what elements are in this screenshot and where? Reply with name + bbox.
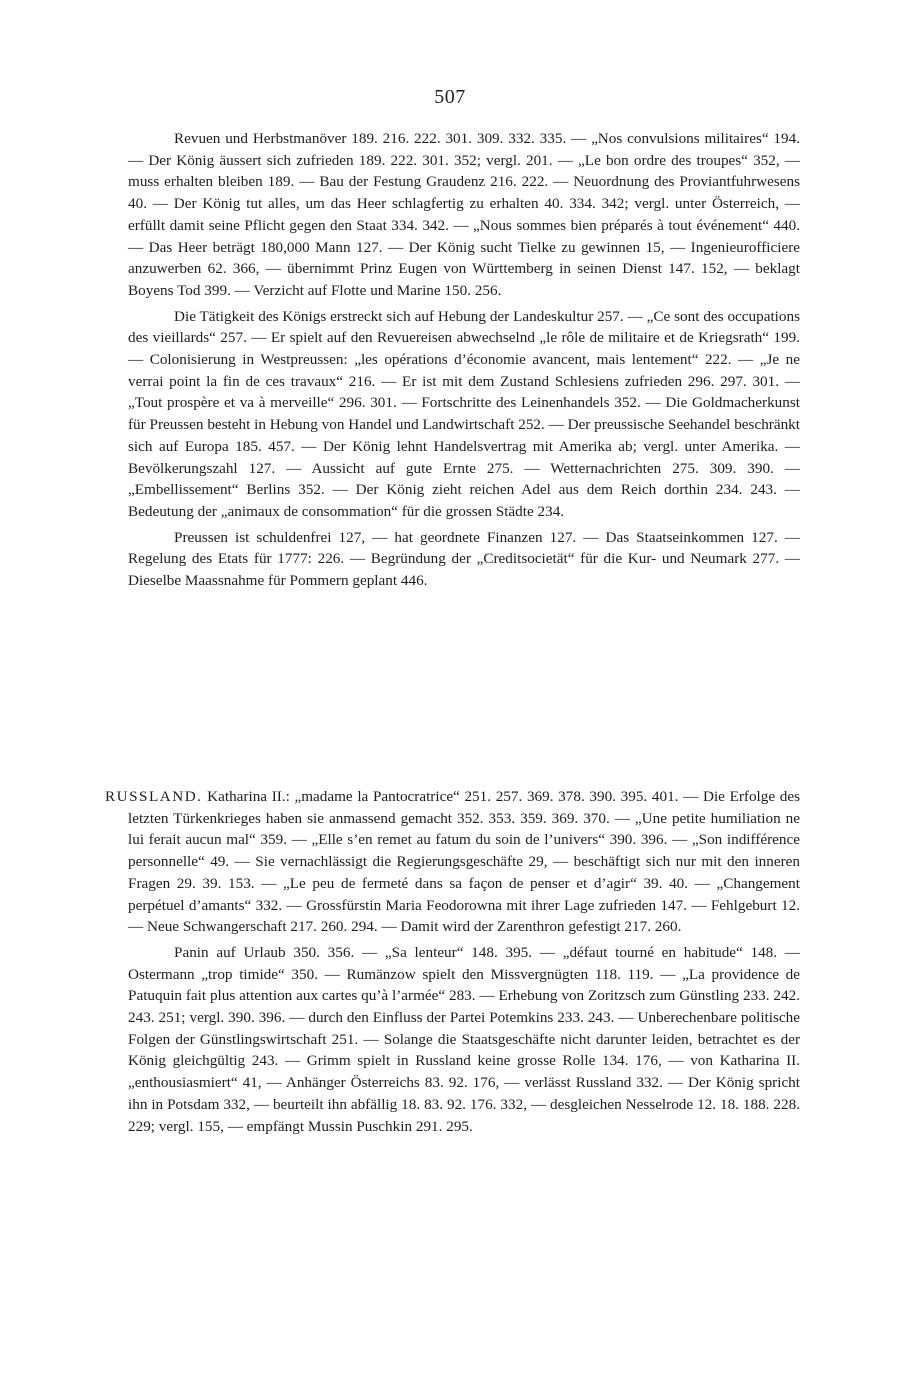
section-first-paragraph: Katharina II.: „madame la Pantocratrice“ 251. 257. 369. 378. 390. 395. 401. — Die Erfolge des letzten Türkenkrieges haben sie anmassend gemacht 352. 353. 359. 369. 370. — „Une petite humiliation ne lui ferait aucun mal“ 359. — „Elle s’en remet au fatum du soin de l’univers“ 390. 396. — „Son indifférence personnelle“ 49. — Sie vernachlässigt die Regierungsgeschäfte 29, — beschäftigt sich nur mit den inneren Fragen 29. 39. 153. — „Le peu de fermeté dans sa façon de penser et d’agir“ 39. 40. — „Changement perpétuel d’amants“ 332. — Grossfürstin Maria Feodorowna mit ihrer Lage zufrieden 147. — Fehlgeburt 12. — Neue Schwangerschaft 217. 260. 294. — Damit wird der Zarenthron gefestigt 217. 260. bbox=[128, 788, 801, 936]
index-paragraph bbox=[105, 786, 801, 938]
page-number: 507 bbox=[434, 86, 466, 108]
index-paragraph: Panin auf Urlaub 350. 356. — „Sa lenteur“ 148. 395. — „défaut tourné en habitude“ 148. — Ostermann „trop timide“ 350. — Rumänzow spielt den Missvergnügten 118. 119. — „La providence de Patuquin fait plus attention aux cartes qu’à l’armée“ 283. — Erhebung von Zoritzsch zum Günstling 233. 242. 243. 251; vergl. 390. 396. — durch den Einfluss der Partei Potemkins 233. 243. — Unberechenbare politische Folgen der Günstlingswirtschaft 251. — Solange die Staatsgeschäfte nicht darunter leiden, betrachtet es der König gleichgültig 243. — Grimm spielt in Russland keine grosse Rolle 134. 176, — von Katharina II. „enthousiasmiert“ 41, — Anhänger Österreichs 83. 92. 176, — verlässt Russland 332. — Der König spricht ihn in Potsdam 332, — beurteilt ihn abfällig 18. 83. 92. 176. 332, — desgleichen Nesselrode 12. 18. 188. 228. 229; vergl. 155, — empfängt Mussin Puschkin 291. 295. bbox=[128, 943, 800, 1135]
index-block-prussia bbox=[128, 128, 800, 592]
index-paragraph: Revuen und Herbstmanöver 189. 216. 222. 301. 309. 332. 335. — „Nos convulsions militaires“ 194. — Der König äussert sich zufrieden 189. 222. 301. 352; vergl. 201. — „Le bon ordre des troupes“ 352, — muss erhalten bleiben 189. — Bau der Festung Graudenz 216. 222. — Neuordnung des Proviantfuhrwesens 40. — Der König tut alles, um das Heer schlagfertig zu erhalten 40. 334. 342; vergl. unter Österreich, — erfüllt damit seine Pflicht gegen den Staat 334. 342. — „Nous sommes bien préparés à tout événement“ 440. — Das Heer beträgt 180,000 Mann 127. — Der König sucht Tielke zu gewinnen 15, — Ingenieurofficiere anzuwerben 62. 366, — übernimmt Prinz Eugen von Württemberg in seinen Dienst 147. 152, — beklagt Boyens Tod 399. — Verzicht auf Flotte und Marine 150. 256. bbox=[128, 130, 800, 299]
section-heading: RUSSLAND. bbox=[105, 788, 203, 805]
index-paragraph: Preussen ist schuldenfrei 127, — hat geordnete Finanzen 127. — Das Staatseinkommen 127. — Regelung des Etats für 1777: 226. — Begründung der „Creditsocietät“ für die Kur- und Neumark 277. — Dieselbe Maassnahme für Pommern geplant 446. bbox=[128, 528, 800, 590]
index-paragraph: Die Tätigkeit des Königs erstreckt sich auf Hebung der Landeskultur 257. — „Ce sont des occupations des vieillards“ 257. — Er spielt auf den Revuereisen abwechselnd „le rôle de militaire et de Kriegsrath“ 199. — Colonisierung in Westpreussen: „les opérations d’économie avancent, mais lentement“ 222. — „Je ne verrai point la fin de ces travaux“ 216. — Er ist mit dem Zustand Schlesiens zufrieden 296. 297. 301. — „Tout prospère et va à merveille“ 296. 301. — Fortschritte des Leinenhandels 352. — Die Goldmacherkunst für Preussen besteht in Hebung von Handel und Landwirtschaft 252. — Der preussische Seehandel beschränkt sich auf Europa 185. 457. — Der König lehnt Handelsvertrag mit Amerika ab; vergl. unter Amerika. — Bevölkerungszahl 127. — Aussicht auf gute Ernte 275. — Wetternachrichten 275. 309. 390. — „Embellissement“ Berlins 352. — Der König zieht reichen Adel aus dem Reich dorthin 234. 243. — Bedeutung der „animaux de consommation“ für die grossen Städte 234. bbox=[128, 307, 800, 520]
index-section-russland bbox=[105, 786, 801, 1137]
